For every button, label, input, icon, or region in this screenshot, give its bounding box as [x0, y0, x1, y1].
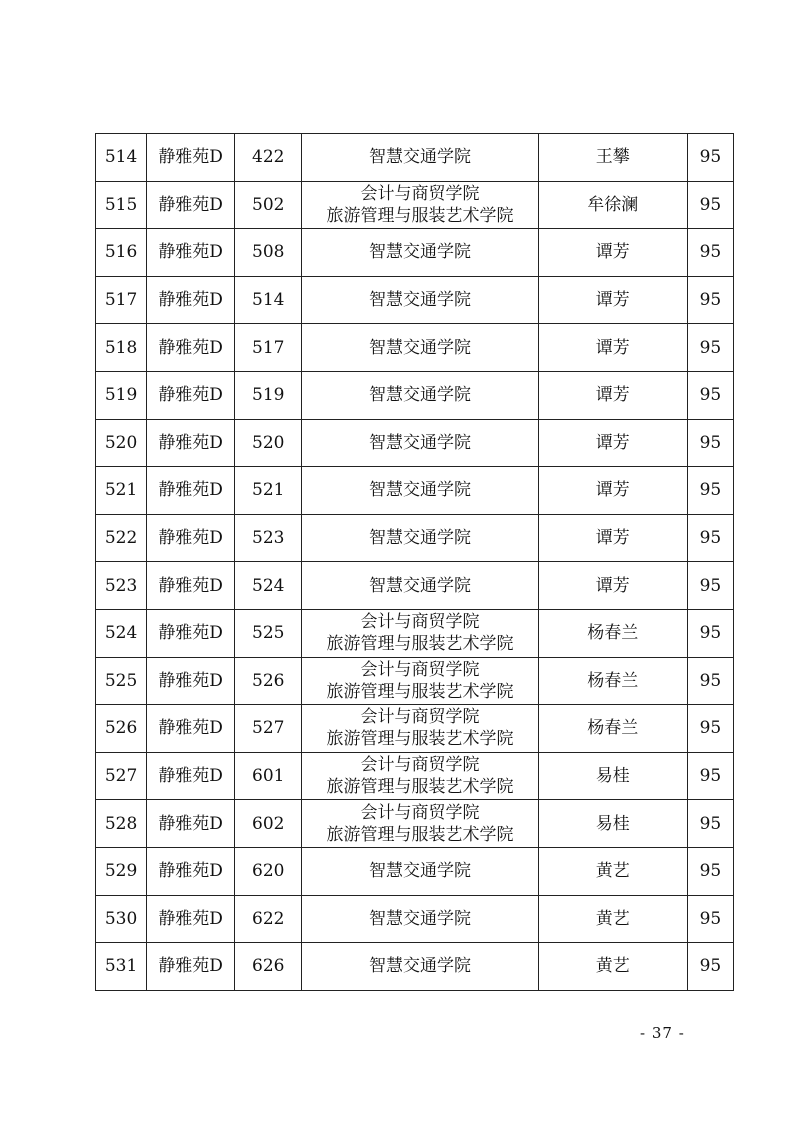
building-cell: 静雅苑D	[147, 467, 235, 515]
score-cell: 95	[687, 181, 733, 229]
college-cell	[302, 657, 538, 705]
score-cell: 95	[687, 324, 733, 372]
college-cell	[302, 752, 538, 800]
college-line: 旅游管理与服装艺术学院	[326, 634, 514, 655]
college-line: 智慧交通学院	[368, 861, 471, 882]
building-cell: 静雅苑D	[147, 514, 235, 562]
building-cell: 静雅苑D	[147, 229, 235, 277]
room-cell: 524	[235, 562, 302, 610]
teacher-name-cell: 杨春兰	[538, 657, 687, 705]
college-line: 智慧交通学院	[368, 242, 471, 263]
teacher-name-cell: 牟徐澜	[538, 181, 687, 229]
page-number: - 37 -	[640, 1024, 685, 1042]
room-cell: 526	[235, 657, 302, 705]
table-row	[96, 181, 734, 229]
row-number-cell: 524	[96, 609, 147, 657]
building-cell: 静雅苑D	[147, 705, 235, 753]
building-cell: 静雅苑D	[147, 800, 235, 848]
room-cell: 502	[235, 181, 302, 229]
table-row	[96, 229, 734, 277]
table-row	[96, 276, 734, 324]
table-row	[96, 895, 734, 943]
teacher-name-cell: 谭芳	[538, 419, 687, 467]
row-number-cell: 522	[96, 514, 147, 562]
college-cell	[302, 181, 538, 229]
college-line: 智慧交通学院	[368, 337, 471, 358]
college-cell	[302, 419, 538, 467]
college-line: 会计与商贸学院	[360, 183, 480, 204]
college-cell	[302, 609, 538, 657]
row-number-cell: 531	[96, 943, 147, 991]
table-row	[96, 800, 734, 848]
building-cell: 静雅苑D	[147, 562, 235, 610]
score-cell: 95	[687, 419, 733, 467]
building-cell: 静雅苑D	[147, 181, 235, 229]
college-line: 智慧交通学院	[368, 147, 471, 168]
row-number-cell: 517	[96, 276, 147, 324]
row-number-cell: 520	[96, 419, 147, 467]
building-cell: 静雅苑D	[147, 657, 235, 705]
score-cell: 95	[687, 514, 733, 562]
room-cell: 521	[235, 467, 302, 515]
room-cell: 525	[235, 609, 302, 657]
teacher-name-cell: 杨春兰	[538, 609, 687, 657]
teacher-name-cell: 谭芳	[538, 371, 687, 419]
college-line: 会计与商贸学院	[360, 802, 480, 823]
dormitory-table	[95, 133, 734, 991]
score-cell: 95	[687, 229, 733, 277]
building-cell: 静雅苑D	[147, 609, 235, 657]
row-number-cell: 526	[96, 705, 147, 753]
score-cell: 95	[687, 895, 733, 943]
table-row	[96, 752, 734, 800]
college-line: 智慧交通学院	[368, 385, 471, 406]
room-cell: 626	[235, 943, 302, 991]
teacher-name-cell: 谭芳	[538, 514, 687, 562]
building-cell: 静雅苑D	[147, 847, 235, 895]
teacher-name-cell: 谭芳	[538, 562, 687, 610]
college-line: 旅游管理与服装艺术学院	[326, 205, 514, 226]
room-cell: 517	[235, 324, 302, 372]
college-cell	[302, 847, 538, 895]
college-line: 智慧交通学院	[368, 575, 471, 596]
score-cell: 95	[687, 847, 733, 895]
score-cell: 95	[687, 800, 733, 848]
room-cell: 508	[235, 229, 302, 277]
college-cell	[302, 705, 538, 753]
score-cell: 95	[687, 276, 733, 324]
college-line: 智慧交通学院	[368, 480, 471, 501]
table-row	[96, 657, 734, 705]
teacher-name-cell: 黄艺	[538, 847, 687, 895]
college-line: 会计与商贸学院	[360, 659, 480, 680]
college-line: 旅游管理与服装艺术学院	[326, 824, 514, 845]
room-cell: 527	[235, 705, 302, 753]
table-row	[96, 324, 734, 372]
college-line: 智慧交通学院	[368, 290, 471, 311]
college-line: 智慧交通学院	[368, 908, 471, 929]
room-cell: 422	[235, 134, 302, 182]
college-line: 会计与商贸学院	[360, 612, 480, 633]
building-cell: 静雅苑D	[147, 371, 235, 419]
table-body	[96, 134, 734, 991]
building-cell: 静雅苑D	[147, 895, 235, 943]
college-cell	[302, 943, 538, 991]
table-row	[96, 609, 734, 657]
teacher-name-cell: 谭芳	[538, 276, 687, 324]
table-row	[96, 134, 734, 182]
building-cell: 静雅苑D	[147, 134, 235, 182]
teacher-name-cell: 谭芳	[538, 467, 687, 515]
building-cell: 静雅苑D	[147, 276, 235, 324]
score-cell: 95	[687, 705, 733, 753]
college-cell	[302, 229, 538, 277]
college-cell	[302, 514, 538, 562]
table-row	[96, 847, 734, 895]
room-cell: 622	[235, 895, 302, 943]
college-cell	[302, 800, 538, 848]
college-cell	[302, 324, 538, 372]
college-line: 智慧交通学院	[368, 528, 471, 549]
score-cell: 95	[687, 752, 733, 800]
teacher-name-cell: 谭芳	[538, 229, 687, 277]
teacher-name-cell: 易桂	[538, 800, 687, 848]
college-line: 智慧交通学院	[368, 956, 471, 977]
college-cell	[302, 562, 538, 610]
room-cell: 523	[235, 514, 302, 562]
building-cell: 静雅苑D	[147, 943, 235, 991]
college-cell	[302, 467, 538, 515]
row-number-cell: 519	[96, 371, 147, 419]
college-line: 旅游管理与服装艺术学院	[326, 777, 514, 798]
score-cell: 95	[687, 371, 733, 419]
college-line: 旅游管理与服装艺术学院	[326, 681, 514, 702]
table-row	[96, 943, 734, 991]
college-cell	[302, 276, 538, 324]
teacher-name-cell: 杨春兰	[538, 705, 687, 753]
room-cell: 520	[235, 419, 302, 467]
room-cell: 620	[235, 847, 302, 895]
building-cell: 静雅苑D	[147, 752, 235, 800]
row-number-cell: 515	[96, 181, 147, 229]
row-number-cell: 518	[96, 324, 147, 372]
college-cell	[302, 134, 538, 182]
row-number-cell: 516	[96, 229, 147, 277]
table-row	[96, 705, 734, 753]
room-cell: 519	[235, 371, 302, 419]
teacher-name-cell: 黄艺	[538, 895, 687, 943]
building-cell: 静雅苑D	[147, 324, 235, 372]
table-row	[96, 562, 734, 610]
college-line: 会计与商贸学院	[360, 707, 480, 728]
room-cell: 514	[235, 276, 302, 324]
row-number-cell: 527	[96, 752, 147, 800]
teacher-name-cell: 王攀	[538, 134, 687, 182]
room-cell: 602	[235, 800, 302, 848]
row-number-cell: 528	[96, 800, 147, 848]
college-line: 智慧交通学院	[368, 432, 471, 453]
row-number-cell: 530	[96, 895, 147, 943]
college-line: 会计与商贸学院	[360, 755, 480, 776]
room-cell: 601	[235, 752, 302, 800]
score-cell: 95	[687, 657, 733, 705]
row-number-cell: 529	[96, 847, 147, 895]
score-cell: 95	[687, 562, 733, 610]
building-cell: 静雅苑D	[147, 419, 235, 467]
score-cell: 95	[687, 467, 733, 515]
score-cell: 95	[687, 134, 733, 182]
row-number-cell: 523	[96, 562, 147, 610]
score-cell: 95	[687, 609, 733, 657]
row-number-cell: 525	[96, 657, 147, 705]
teacher-name-cell: 谭芳	[538, 324, 687, 372]
table-row	[96, 467, 734, 515]
teacher-name-cell: 黄艺	[538, 943, 687, 991]
teacher-name-cell: 易桂	[538, 752, 687, 800]
table-row	[96, 419, 734, 467]
table-row	[96, 514, 734, 562]
row-number-cell: 514	[96, 134, 147, 182]
row-number-cell: 521	[96, 467, 147, 515]
score-cell: 95	[687, 943, 733, 991]
college-cell	[302, 371, 538, 419]
table-row	[96, 371, 734, 419]
college-cell	[302, 895, 538, 943]
college-line: 旅游管理与服装艺术学院	[326, 729, 514, 750]
